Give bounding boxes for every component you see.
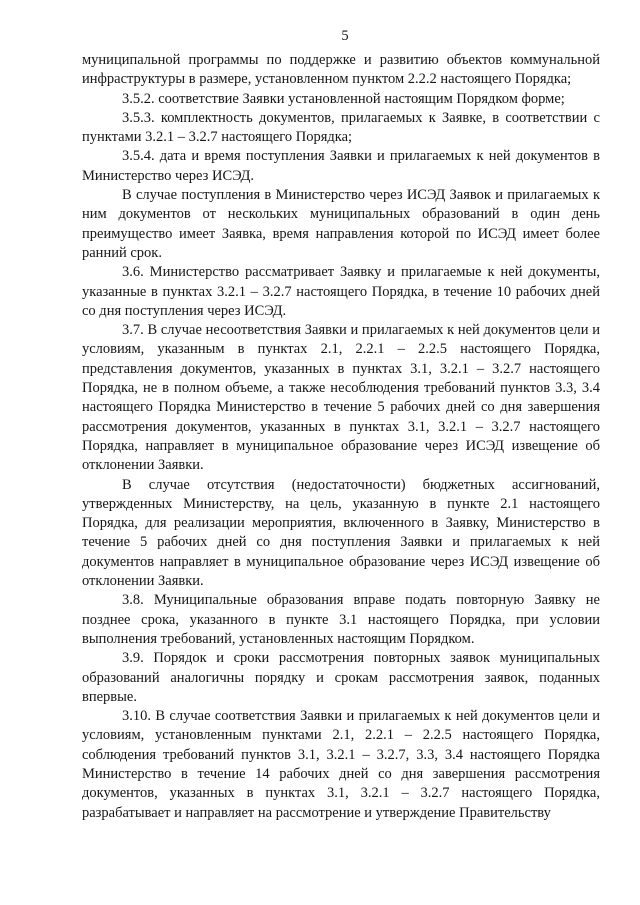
paragraph-3-5-2: 3.5.2. соответствие Заявки установленной настоящим Порядком форме; (122, 90, 565, 107)
paragraph-3-5-4: 3.5.4. дата и время поступления Заявки и прилагаемых к ней документов в Министерство через ИСЭД. (82, 148, 600, 184)
page-number: 5 (341, 28, 349, 44)
paragraph-3-9: 3.9. Порядок и сроки рассмотрения повторных заявок муниципальных образований аналогичны порядку и срокам рассмотрения заявок, поданных впервые. (82, 650, 600, 705)
paragraph-3-10: 3.10. В случае соответствия Заявки и прилагаемых к ней документов цели и условиям, установленным пунктами 2.1, 2.2.1 – 2.2.5 настоящего Порядка, соблюдения требований пунктов 3.1, 3.2.1 – 3.2.7, 3.3, 3.4 настоящего Порядка Министерство в течение 14 рабочих дней со дня завершения рассмотрения документов, указанных в пунктах 3.1, 3.2.1 – 3.2.7 настоящего Порядка, разрабатывает и направляет на рассмотрение и утверждение Правительству (82, 708, 600, 821)
paragraph-3-5-3: 3.5.3. комплектность документов, прилагаемых к Заявке, в соответствии с пунктами 3.2.1 – 3.2.7 настоящего Порядка; (82, 109, 600, 146)
paragraph-3-6: 3.6. Министерство рассматривает Заявку и прилагаемые к ней документы, указанные в пунктах 3.2.1 – 3.2.7 настоящего Порядка, в течение 10 рабочих дней со дня поступления через ИСЭД. (82, 264, 600, 319)
paragraph-3-7: 3.7. В случае несоответствия Заявки и прилагаемых к ней документов цели и условиям, указанным в пунктах 2.1, 2.2.1 – 2.2.5 настоящего Порядка, представления документов, указанных в пунктах 3.1, 3.2.1 – 3.2.7 настоящего Порядка, не в полном объеме, а также несоблюдения требований пунктов 3.3, 3.4 настоящего Порядка Министерство в течение 5 рабочих дней со дня завершения рассмотрения документов, указанных в пунктах 3.1, 3.2.1 – 3.2.7 настоящего Порядка, направляет в муниципальное образование через ИСЭД извещение об отклонении Заявки. (82, 322, 600, 474)
paragraph-budget-shortage: В случае отсутствия (недостаточности) бюджетных ассигнований, утвержденных Министерству, на цель, указанную в пункте 2.1 настоящего Порядка, для реализации мероприятия, включенного в Заявку, Министерство в течение 5 рабочих дней со дня поступления Заявки и прилагаемых к ней документов направляет в муниципальное образование через ИСЭД извещение об отклонении Заявки. (82, 476, 600, 590)
document-body (82, 51, 600, 823)
paragraph-3-8: 3.8. Муниципальные образования вправе подать повторную Заявку не позднее срока, указанного в пункте 3.1 настоящего Порядка, при условии выполнения требований, установленных настоящим Порядком. (82, 592, 600, 647)
paragraph-continuation: муниципальной программы по поддержке и развитию объектов коммунальной инфраструктуры в размере, установленном пунктом 2.2.2 настоящего Порядка; (82, 52, 600, 88)
paragraph-priority: В случае поступления в Министерство через ИСЭД Заявок и прилагаемых к ним документов от нескольких муниципальных образований в один день преимущество имеет Заявка, время направления которой по ИСЭД имеет более ранний срок. (82, 187, 600, 261)
